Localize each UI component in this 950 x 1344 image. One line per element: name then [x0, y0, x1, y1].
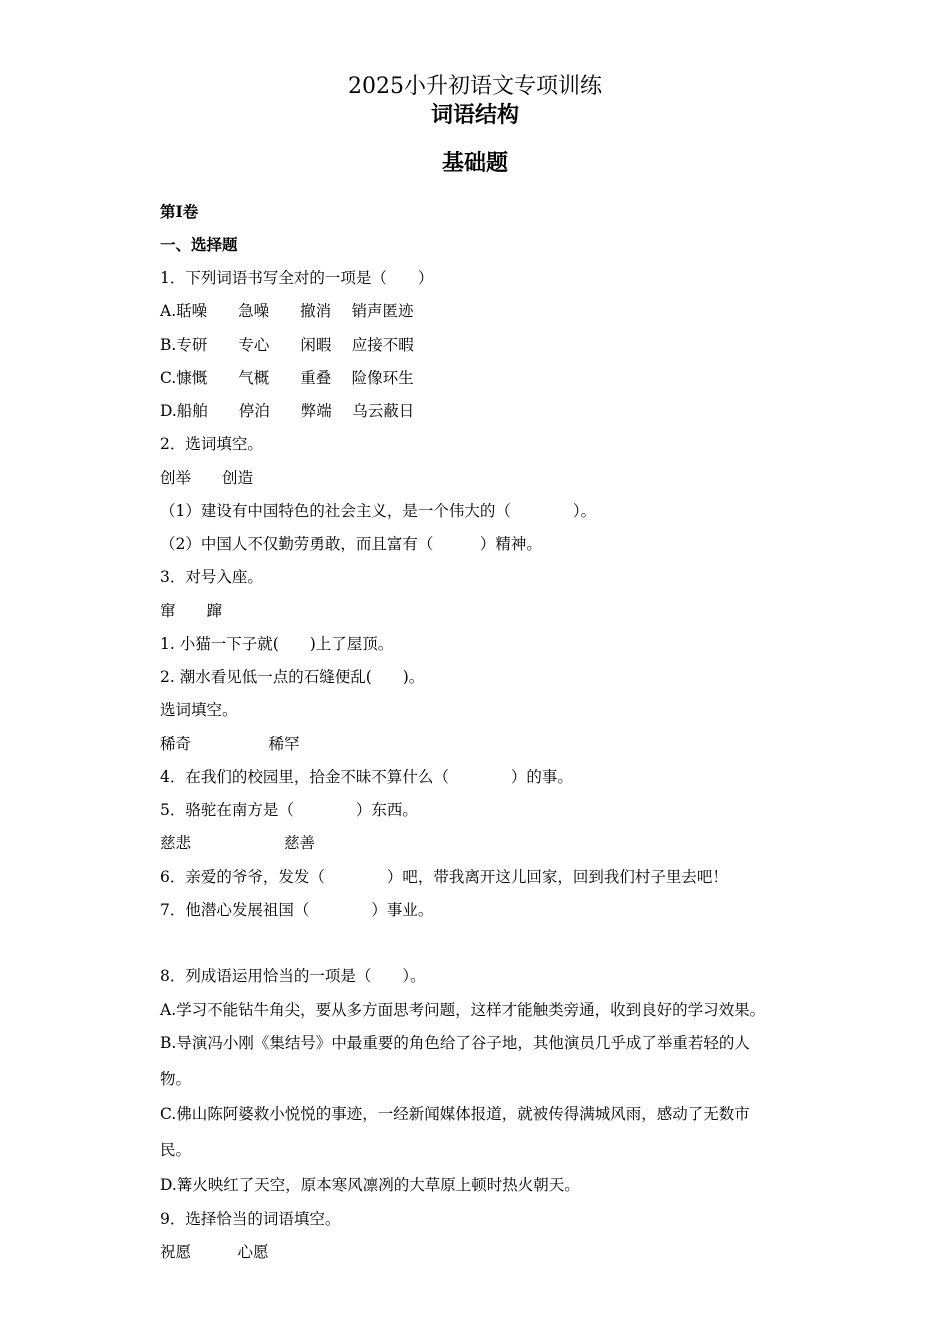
- q8-option-b: B.导演冯小刚《集结号》中最重要的角色给了谷子地，其他演员几乎成了举重若轻的人: [160, 1034, 750, 1052]
- q6-text: 6．亲爱的爷爷，发发（ ）吧，带我离开这儿回家，回到我们村子里去吧！: [160, 868, 728, 886]
- q3-stem: 3．对号入座。: [160, 568, 263, 586]
- q1-option-a: A.聒噪 急噪 撤消 销声匿迹: [160, 302, 414, 320]
- q2-sentence-2: （2）中国人不仅勤劳勇敢，而且富有（ ）精神。: [160, 535, 542, 553]
- q3-words-2: 稀奇 稀罕: [160, 735, 300, 753]
- q3-sub-instruction: 选词填空。: [160, 701, 238, 719]
- doc-level: 基础题: [441, 150, 508, 176]
- q8-option-a: A.学习不能钻牛角尖，要从多方面思考问题，这样才能触类旁通，收到良好的学习效果。: [160, 1001, 766, 1019]
- q9-words: 祝愿 心愿: [160, 1243, 269, 1261]
- q8-option-b-cont: 物。: [160, 1070, 192, 1088]
- q4-text: 4．在我们的校园里，拾金不昧不算什么（ ）的事。: [160, 768, 573, 786]
- q3-sentence-2: 2. 潮水看见低一点的石缝便乱( )。: [160, 668, 425, 686]
- q1-stem: 1．下列词语书写全对的一项是（ ）: [160, 269, 434, 287]
- q3-words: 窜 蹿: [160, 602, 223, 620]
- doc-subtitle: 词语结构: [430, 102, 519, 128]
- q8-option-c-cont: 民。: [160, 1141, 192, 1159]
- q3-sentence-1: 1. 小猫一下子就( )上了屋顶。: [160, 635, 394, 653]
- q5-text: 5．骆驼在南方是（ ）东西。: [160, 801, 418, 819]
- q8-stem: 8．列成语运用恰当的一项是（ ）。: [160, 967, 426, 985]
- q8-option-d: D.篝火映红了天空，原本寒风凛冽的大草原上顿时热火朝天。: [160, 1176, 580, 1194]
- q1-option-c: C.慷慨 气概 重叠 险像环生: [160, 369, 414, 387]
- q8-option-c: C.佛山陈阿婆救小悦悦的事迹，一经新闻媒体报道，就被传得满城风雨，感动了无数市: [160, 1105, 750, 1123]
- words-group-3: 慈悲 慈善: [160, 834, 316, 852]
- q1-option-d: D.船舶 停泊 弊端 乌云蔽日: [160, 402, 415, 420]
- section-title: 一、选择题: [160, 235, 238, 254]
- volume-label: 第I卷: [160, 202, 199, 221]
- doc-title: 2025小升初语文专项训练: [348, 74, 602, 99]
- q9-stem: 9．选择恰当的词语填空。: [160, 1210, 341, 1228]
- q2-words: 创举 创造: [160, 469, 254, 487]
- q7-text: 7．他潜心发展祖国（ ）事业。: [160, 901, 434, 919]
- q2-sentence-1: （1）建设有中国特色的社会主义，是一个伟大的（ ）。: [160, 502, 597, 520]
- q2-stem: 2．选词填空。: [160, 435, 263, 453]
- q1-option-b: B.专研 专心 闲暇 应接不暇: [160, 336, 414, 354]
